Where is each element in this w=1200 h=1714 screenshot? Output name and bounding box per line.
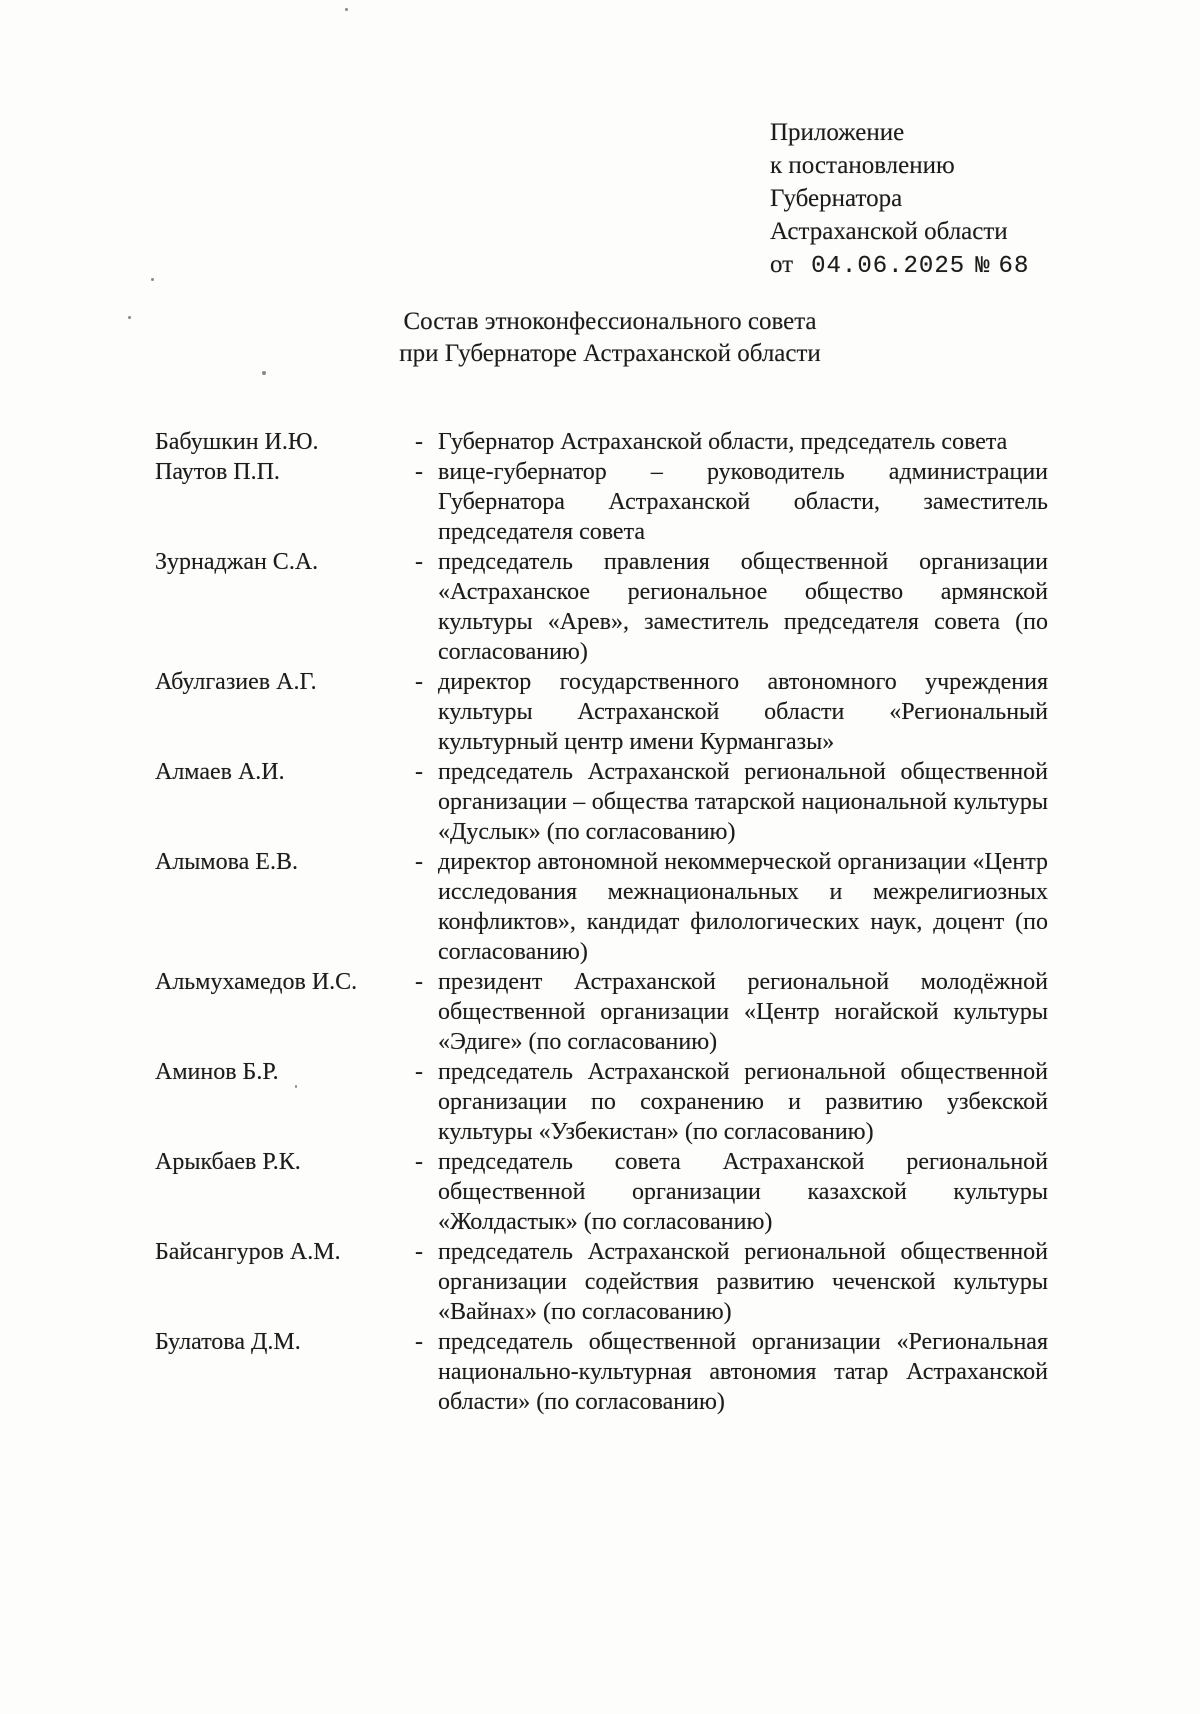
member-name: Абулгазиев А.Г. bbox=[155, 669, 317, 695]
member-role: Губернатор Астраханской области, председатель совета bbox=[438, 429, 1008, 455]
member-row bbox=[155, 457, 1048, 547]
member-name: Алмаев А.И. bbox=[155, 759, 285, 785]
dash-separator: - bbox=[415, 1059, 423, 1085]
member-role: председатель Астраханской региональной общественной организации – общества татарской национальной культуры «Дуслык» (по согласованию) bbox=[438, 759, 1048, 845]
dash-separator: - bbox=[415, 1149, 423, 1175]
member-row bbox=[155, 1237, 1048, 1327]
member-row bbox=[155, 667, 1048, 757]
member-name: Бабушкин И.Ю. bbox=[155, 429, 319, 455]
member-row bbox=[155, 427, 1048, 457]
dash-separator: - bbox=[415, 549, 423, 575]
member-name: Байсангуров А.М. bbox=[155, 1239, 341, 1265]
annex-header bbox=[770, 116, 1029, 283]
scan-speck bbox=[128, 316, 131, 319]
dash-separator: - bbox=[415, 429, 423, 455]
member-row bbox=[155, 1327, 1048, 1417]
member-role: председатель правления общественной организации «Астраханское региональное общество армянской культуры «Арев», заместитель председателя совета (по согласованию) bbox=[438, 549, 1048, 665]
annex-date-line bbox=[770, 248, 1029, 283]
dash-separator: - bbox=[415, 459, 423, 485]
scan-speck bbox=[295, 1085, 297, 1088]
member-role: председатель Астраханской региональной общественной организации по сохранению и развитию узбекской культуры «Узбекистан» (по согласованию) bbox=[438, 1059, 1048, 1145]
member-name: Арыкбаев Р.К. bbox=[155, 1149, 301, 1175]
document-title bbox=[10, 306, 1200, 370]
member-name: Алымова Е.В. bbox=[155, 849, 298, 875]
dash-separator: - bbox=[415, 669, 423, 695]
annex-line: Астраханской области bbox=[770, 218, 1008, 245]
members-list bbox=[155, 427, 1048, 1417]
dash-separator: - bbox=[415, 969, 423, 995]
number-sign-icon: № bbox=[975, 253, 991, 280]
member-row bbox=[155, 547, 1048, 667]
member-role: директор государственного автономного учреждения культуры Астраханской области «Региональный культурный центр имени Курмангазы» bbox=[438, 669, 1048, 755]
member-role: председатель Астраханской региональной общественной организации содействия развитию чеченской культуры «Вайнах» (по согласованию) bbox=[438, 1239, 1048, 1325]
title-line-2: при Губернаторе Астраханской области bbox=[399, 340, 821, 367]
member-name: Зурнаджан С.А. bbox=[155, 549, 319, 575]
date-prefix: от bbox=[770, 251, 794, 278]
dash-separator: - bbox=[415, 1329, 423, 1355]
scan-speck bbox=[151, 278, 154, 281]
annex-line: Губернатора bbox=[770, 185, 903, 212]
member-role: вице-губернатор – руководитель администрации Губернатора Астраханской области, заместитель председателя совета bbox=[438, 459, 1048, 545]
member-row bbox=[155, 967, 1048, 1057]
member-row bbox=[155, 1057, 1048, 1147]
dash-separator: - bbox=[415, 1239, 423, 1265]
member-role: председатель совета Астраханской региональной общественной организации казахской культуры «Жолдастык» (по согласованию) bbox=[438, 1149, 1048, 1235]
member-row bbox=[155, 847, 1048, 967]
title-line-1: Состав этноконфессионального совета bbox=[403, 308, 817, 335]
scan-speck bbox=[262, 371, 266, 375]
member-name: Альмухамедов И.С. bbox=[155, 969, 358, 995]
dash-separator: - bbox=[415, 759, 423, 785]
member-name: Аминов Б.Р. bbox=[155, 1059, 279, 1085]
member-row bbox=[155, 757, 1048, 847]
member-role: президент Астраханской региональной молодёжной общественной организации «Центр ногайской культуры «Эдиге» (по согласованию) bbox=[438, 969, 1048, 1055]
dash-separator: - bbox=[415, 849, 423, 875]
annex-line: к постановлению bbox=[770, 152, 955, 179]
member-role: директор автономной некоммерческой организации «Центр исследования межнациональных и межрелигиозных конфликтов», кандидат филологических наук, доцент (по согласованию) bbox=[438, 849, 1048, 965]
member-role: председатель общественной организации «Региональная национально-культурная автономия татар Астраханской области» (по согласованию) bbox=[438, 1329, 1048, 1415]
document-date: 04.06.2025 bbox=[811, 253, 966, 280]
member-name: Паутов П.П. bbox=[155, 459, 280, 485]
scan-speck bbox=[345, 8, 348, 11]
member-row bbox=[155, 1147, 1048, 1237]
annex-line: Приложение bbox=[770, 119, 905, 146]
member-name: Булатова Д.М. bbox=[155, 1329, 301, 1355]
document-number: 68 bbox=[998, 253, 1030, 280]
